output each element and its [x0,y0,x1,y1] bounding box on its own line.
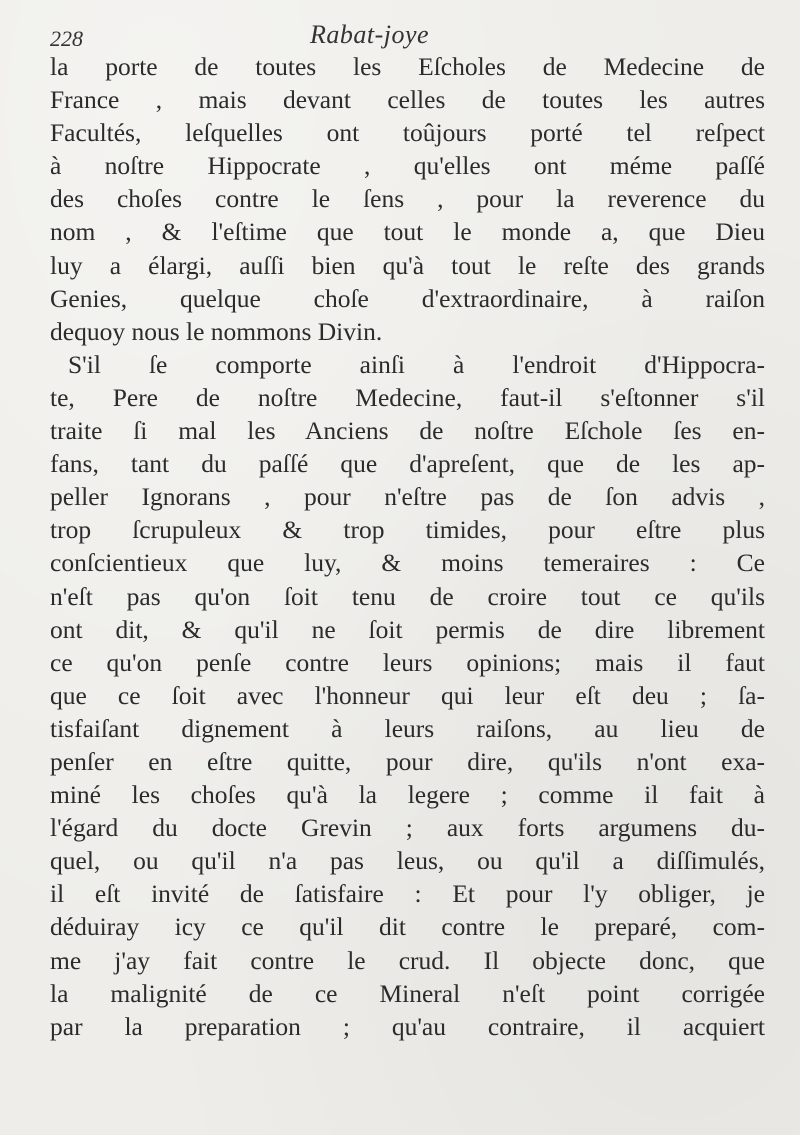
text-line: n'eſt pas qu'on ſoit tenu de croire tout ce qu'ils [50,581,765,611]
text-line: la porte de toutes les Eſcholes de Medecine de [50,52,765,81]
text-line: par la preparation ; qu'au contraire, il acquiert [50,1011,765,1041]
text-line: France , mais devant celles de toutes les autres [50,85,765,115]
page-number: 228 [50,26,83,51]
text-line: que ce ſoit avec l'honneur qui leur eſt deu ; ſa- [50,680,765,710]
text-line: traite ſi mal les Anciens de noſtre Eſchole ſes en- [50,416,765,446]
text-line: te, Pere de noſtre Medecine, faut-il s'eſtonner s'il [50,382,765,412]
text-line: fans, tant du paſſé que d'apreſent, que de les ap- [50,449,765,479]
running-title: Rabat-joye [310,20,430,49]
text-line: conſcientieux que luy, & moins temeraires : Ce [50,548,765,578]
text-line: peller Ignorans , pour n'eſtre pas de ſon advis , [50,482,765,512]
text-line: Facultés, leſquelles ont toûjours porté tel reſpect [50,118,765,148]
text-line: luy a élargi, auſſi bien qu'à tout le reſte des grands [50,250,765,280]
text-line: dequoy nous le nommons Divin. [50,316,383,346]
text-line: Genies, quelque choſe d'extraordinaire, à raiſon [50,283,765,313]
text-line: ont dit, & qu'il ne ſoit permis de dire librement [50,614,765,644]
text-line: l'égard du docte Grevin ; aux forts argumens du- [50,813,765,843]
text-line: S'il ſe comporte ainſi à l'endroit d'Hippocra- [68,349,765,379]
text-line: tisfaiſant dignement à leurs raiſons, au lieu de [50,713,765,743]
text-line: quel, ou qu'il n'a pas leus, ou qu'il a diſſimulés, [50,846,765,876]
text-line: trop ſcrupuleux & trop timides, pour eſtre plus [50,515,765,545]
text-line: me j'ay fait contre le crud. Il objecte donc, que [50,945,765,975]
text-line: déduiray icy ce qu'il dit contre le preparé, com- [50,912,765,942]
text-line: ce qu'on penſe contre leurs opinions; mais il faut [50,647,765,677]
text-line: la malignité de ce Mineral n'eſt point corrigée [50,978,765,1008]
body-text [50,50,765,1043]
text-line: il eſt invité de ſatisfaire : Et pour l'y obliger, je [50,879,765,909]
text-line: penſer en eſtre quitte, pour dire, qu'ils n'ont exa- [50,746,765,776]
text-line: nom , & l'eſtime que tout le monde a, que Dieu [50,217,765,247]
text-line: des choſes contre le ſens , pour la reverence du [50,184,765,214]
text-line: à noſtre Hippocrate , qu'elles ont méme paſſé [50,151,765,181]
text-line: miné les choſes qu'à la legere ; comme il fait à [50,780,765,810]
